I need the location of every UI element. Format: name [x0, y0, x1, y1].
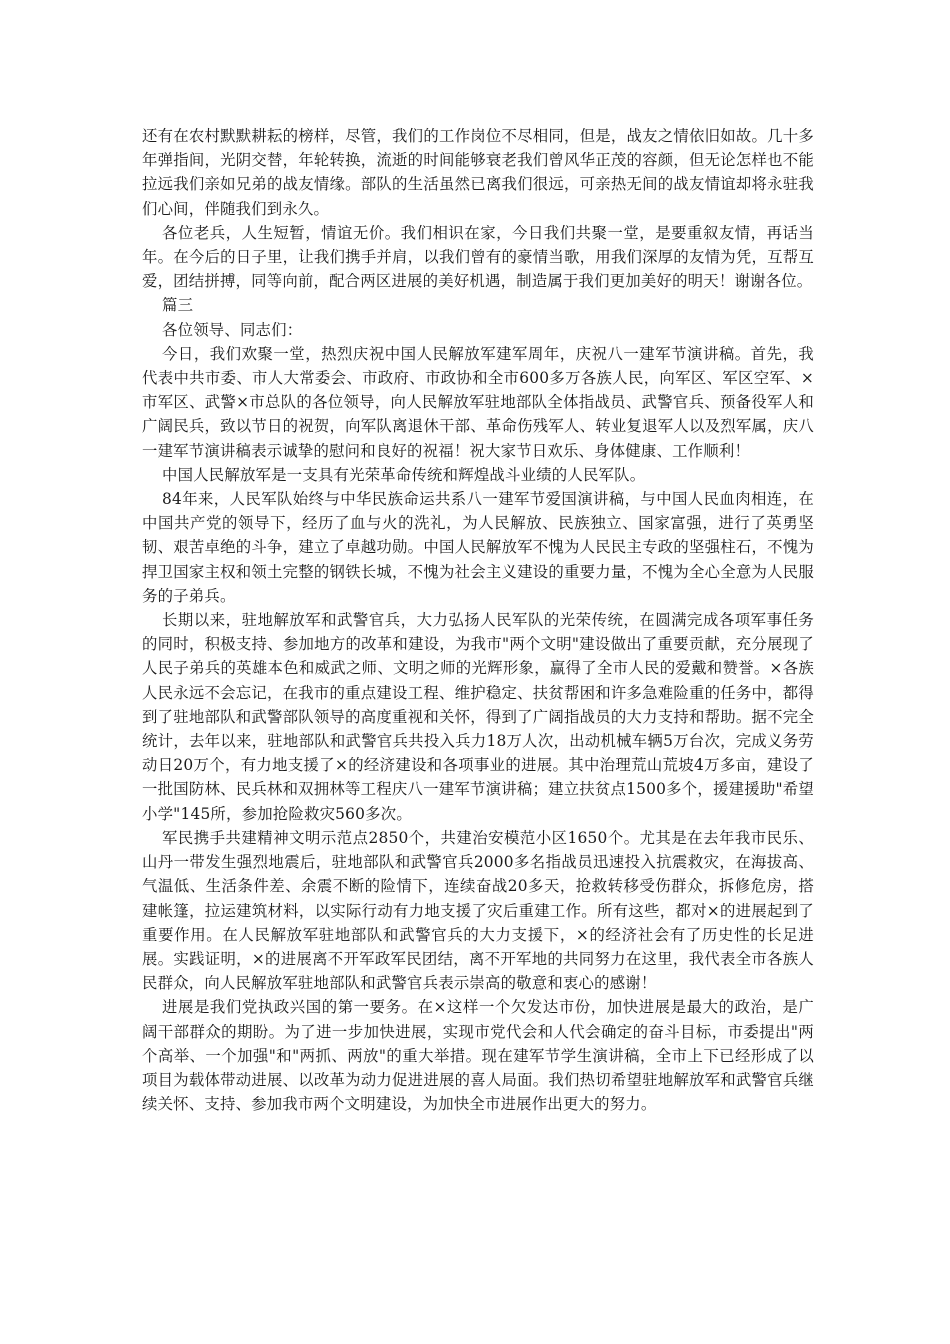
paragraph-9: 军民携手共建精神文明示范点2850个，共建治安模范小区1650个。尤其是在去年我市民乐、山丹一带发生强烈地震后，驻地部队和武警官兵2000多名指战员迅速投入抗震救灾，在海拔高、气温低、生活条件差、余震不断的险情下，连续奋战20多天，抢救转移受伤群众，拆修危房，搭建帐篷，拉运建筑材料，以实际行动有力地支援了灾后重建工作。所有这些，都对×的进展起到了重要作用。在人民解放军驻地部队和武警官兵的大力支援下，×的经济社会有了历史性的长足进展。实践证明，×的进展离不开军政军民团结，离不开军地的共同努力在这里，我代表全市各族人民群众，向人民解放军驻地部队和武警官兵表示崇高的敬意和衷心的感谢！ — [142, 828, 814, 993]
paragraph-1: 还有在农村默默耕耘的榜样，尽管，我们的工作岗位不尽相同，但是，战友之情依旧如故。几十多年弹指间，光阴交替，年轮转换，流逝的时间能够衰老我们曾风华正茂的容颜，但无论怎样也不能拉远我们亲如兄弟的战友情缘。部队的生活虽然已离我们很远，可亲热无间的战友情谊却将永驻我们心间，伴随我们到永久。 — [142, 127, 814, 218]
paragraph-10: 进展是我们党执政兴国的第一要务。在×这样一个欠发达市份，加快进展是最大的政治，是广阔干部群众的期盼。为了进一步加快进展，实现市党代会和人代会确定的奋斗目标，市委提出"两个高举、一个加强"和"两抓、两放"的重大举措。现在建军节学生演讲稿，全市上下已经形成了以项目为载体带动进展、以改革为动力促进进展的喜人局面。我们热切希望驻地解放军和武警官兵继续关怀、支持、参加我市两个文明建设，为加快全市进展作出更大的努力。 — [142, 998, 814, 1114]
salutation: 各位领导、同志们： — [162, 320, 303, 339]
section-heading: 篇三 — [162, 296, 194, 315]
paragraph-5: 今日，我们欢聚一堂，热烈庆祝中国人民解放军建军周年，庆祝八一建军节演讲稿。首先，我代表中共市委、市人大常委会、市政府、市政协和全市600多万各族人民，向军区、军区空军、×市军区、武警×市总队的各位领导，向人民解放军驻地部队全体指战员、武警官兵、预备役军人和广阔民兵，致以节日的祝贺，向军队离退休干部、革命伤残军人、转业复退军人以及烈军属，庆八一建军节演讲稿表示诚挚的慰问和良好的祝福！祝大家节日欢乐、身体健康、工作顺利！ — [142, 344, 814, 460]
paragraph-2: 各位老兵，人生短暂，情谊无价。我们相识在家，今日我们共聚一堂，是要重叙友情，再话当年。在今后的日子里，让我们携手并肩，以我们曾有的豪情当歌，用我们深厚的友情为凭，互帮互爱，团结拼搏，同等向前，配合两区进展的美好机遇，制造属于我们更加美好的明天！谢谢各位。 — [142, 223, 814, 291]
paragraph-7: 84年来，人民军队始终与中华民族命运共系八一建军节爱国演讲稿，与中国人民血肉相连，在中国共产党的领导下，经历了血与火的洗礼，为人民解放、民族独立、国家富强，进行了英勇坚韧、艰苦卓绝的斗争，建立了卓越功勋。中国人民解放军不愧为人民民主专政的坚强柱石，不愧为捍卫国家主权和领土完整的钢铁长城，不愧为社会主义建设的重要力量，不愧为全心全意为人民服务的子弟兵。 — [142, 490, 814, 605]
document-page — [142, 124, 814, 1116]
paragraph-6: 中国人民解放军是一支具有光荣革命传统和辉煌战斗业绩的人民军队。 — [162, 465, 646, 484]
paragraph-8: 长期以来，驻地解放军和武警官兵，大力弘扬人民军队的光荣传统，在圆满完成各项军事任务的同时，积极支持、参加地方的改革和建设，为我市"两个文明"建设做出了重要贡献，充分展现了人民子弟兵的英雄本色和威武之师、文明之师的光辉形象，赢得了全市人民的爱戴和赞誉。×各族人民永远不会忘记，在我市的重点建设工程、维护稳定、扶贫帮困和许多急难险重的任务中，都得到了驻地部队和武警部队领导的高度重视和关怀，得到了广阔指战员的大力支持和帮助。据不完全统计，去年以来，驻地部队和武警官兵共投入兵力18万人次，出动机械车辆5万台次，完成义务劳动日20万个，有力地支援了×的经济建设和各项事业的进展。其中治理荒山荒坡4万多亩，建设了一批国防林、民兵林和双拥林等工程庆八一建军节演讲稿；建立扶贫点1500多个，援建援助"希望小学"145所，参加抢险救灾560多次。 — [142, 611, 814, 823]
